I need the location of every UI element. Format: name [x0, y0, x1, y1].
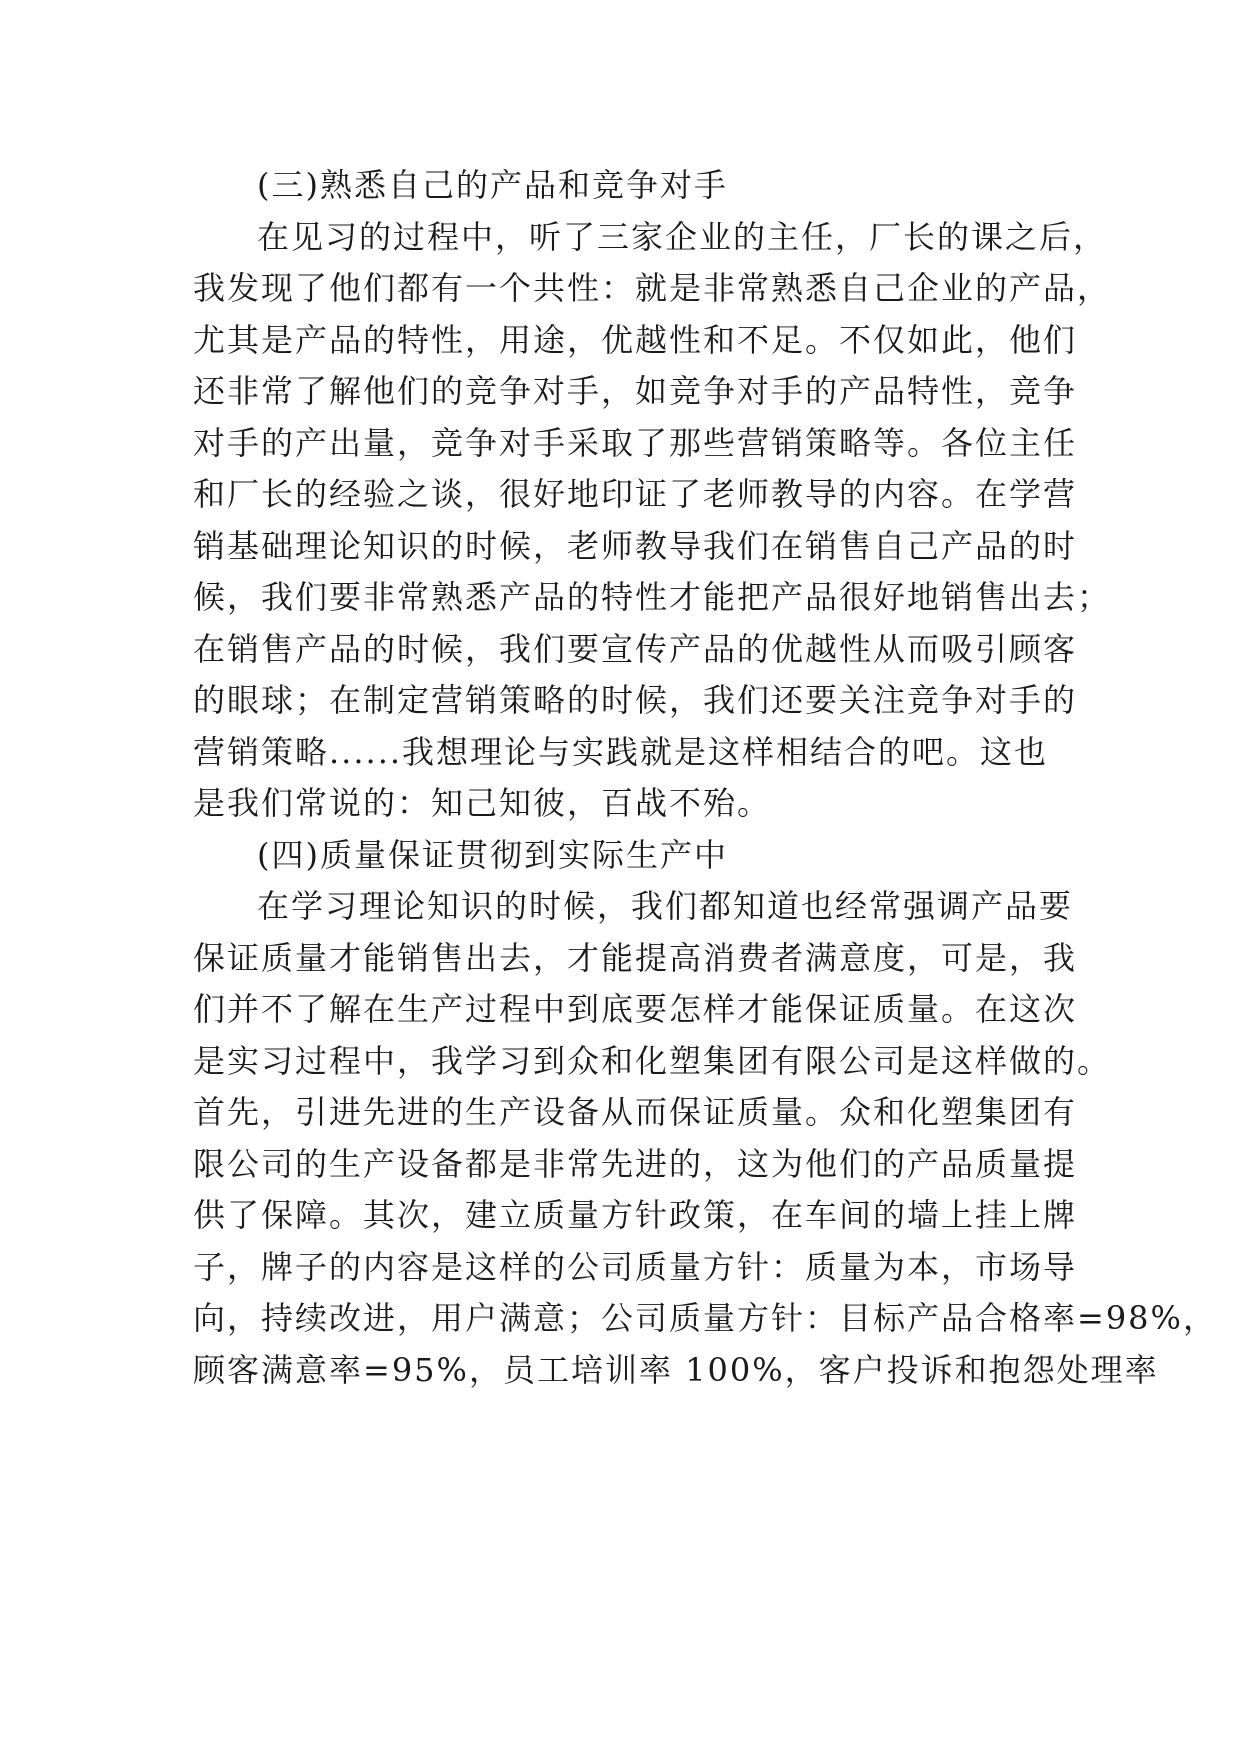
paragraph-line: 我发现了他们都有一个共性：就是非常熟悉自己企业的产品， — [193, 269, 1112, 307]
paragraph-line: 首先，引进先进的生产设备从而保证质量。众和化塑集团有 — [193, 1093, 1078, 1131]
paragraph-line: 尤其是产品的特性，用途，优越性和不足。不仅如此，他们 — [193, 320, 1078, 359]
section-heading-3: (三)熟悉自己的产品和竞争对手 — [257, 166, 728, 204]
paragraph-line: 是实习过程中，我学习到众和化塑集团有限公司是这样做的。 — [193, 1041, 1112, 1080]
paragraph-line: 限公司的生产设备都是非常先进的，这为他们的产品质量提 — [193, 1144, 1078, 1183]
paragraph-line: 顾客满意率=95%，员工培训率 100%，客户投诉和抱怨处理率 — [193, 1350, 1159, 1389]
paragraph-line: 保证质量才能销售出去，才能提高消费者满意度，可是，我 — [193, 938, 1078, 977]
paragraph-line: 是我们常说的：知己知彼，百战不殆。 — [193, 784, 772, 822]
paragraph-line: 对手的产出量，竞争对手采取了那些营销策略等。各位主任 — [193, 423, 1078, 462]
paragraph-line: 和厂长的经验之谈，很好地印证了老师教导的内容。在学营 — [193, 475, 1078, 513]
paragraph-line: 向，持续改进，用户满意；公司质量方针：目标产品合格率=98%， — [193, 1299, 1217, 1337]
paragraph-line: 还非常了解他们的竞争对手，如竞争对手的产品特性，竞争 — [193, 372, 1078, 410]
paragraph-line: 在学习理论知识的时候，我们都知道也经常强调产品要 — [257, 887, 1074, 925]
paragraph-line: 营销策略......我想理论与实践就是这样相结合的吧。这也 — [193, 732, 1049, 771]
paragraph-line: 的眼球；在制定营销策略的时候，我们还要关注竞争对手的 — [193, 681, 1078, 719]
section-heading-4: (四)质量保证贯彻到实际生产中 — [257, 835, 728, 874]
paragraph-line: 销基础理论知识的时候，老师教导我们在销售自己产品的时 — [193, 526, 1078, 565]
paragraph-line: 在见习的过程中，听了三家企业的主任，厂长的课之后， — [257, 217, 1108, 256]
paragraph-line: 候，我们要非常熟悉产品的特性才能把产品很好地销售出去； — [193, 578, 1112, 616]
paragraph-line: 供了保障。其次，建立质量方针政策，在车间的墙上挂上牌 — [193, 1196, 1078, 1234]
paragraph-line: 们并不了解在生产过程中到底要怎样才能保证质量。在这次 — [193, 990, 1078, 1028]
document-body — [193, 160, 1217, 1396]
paragraph-line: 在销售产品的时候，我们要宣传产品的优越性从而吸引顾客 — [193, 629, 1078, 668]
paragraph-line: 子，牌子的内容是这样的公司质量方针：质量为本，市场导 — [193, 1247, 1078, 1286]
